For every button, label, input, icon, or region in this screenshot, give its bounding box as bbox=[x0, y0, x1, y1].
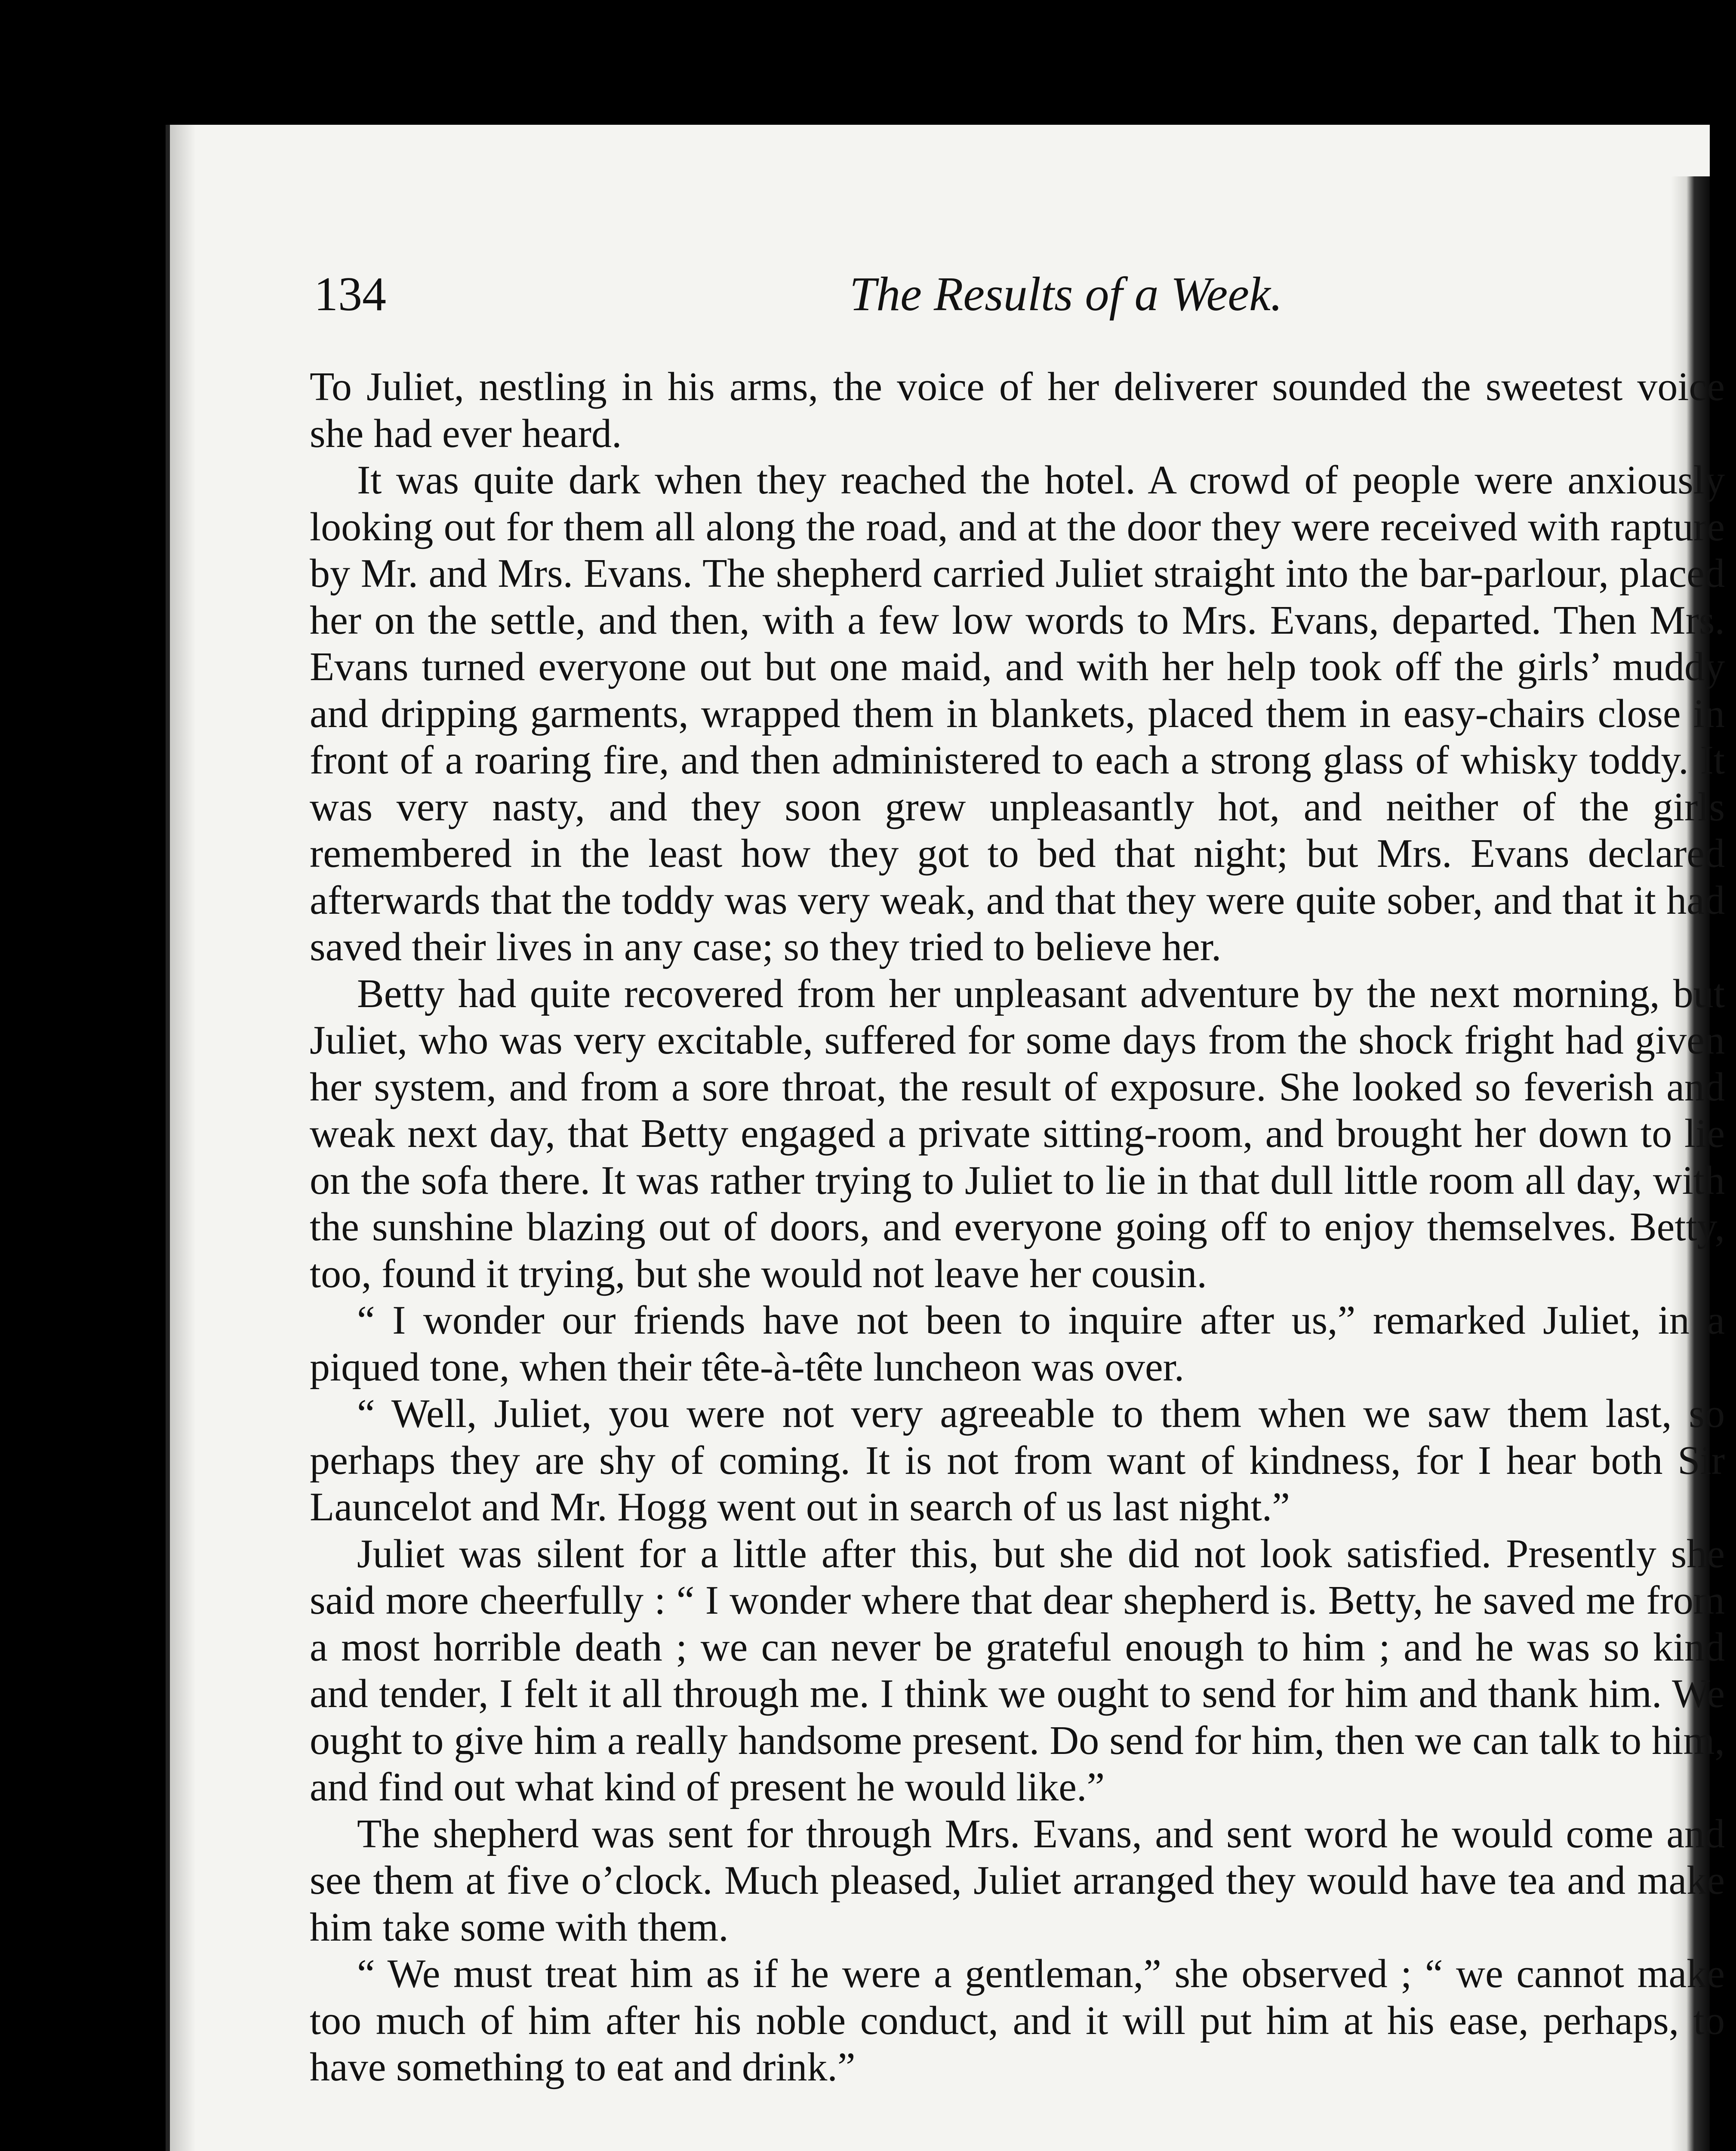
paragraph: Juliet was silent for a little after this, but she did not look satisfied. Presently she said more cheerfully : “ I wonder where that dear shepherd is. Betty, he saved me from a most horrible death ; we can never be grateful enough to him ; and he was so kind and tender, I felt it all through me. I think we ought to send for him and thank him. We ought to give him a really handsome present. Do send for him, then we can talk to him, and find out what kind of present he would like.” bbox=[310, 1531, 1725, 1809]
book-page bbox=[166, 125, 1725, 2151]
page-header bbox=[314, 267, 1708, 327]
page-number: 134 bbox=[314, 268, 386, 321]
page-gutter-shadow bbox=[170, 125, 196, 2151]
running-title: The Results of a Week. bbox=[850, 268, 1283, 321]
paragraph: “ We must treat him as if he were a gentleman,” she observed ; “ we cannot make too much of him after his noble conduct, and it will put him at his ease, perhaps, to have something to eat and drink.” bbox=[310, 1951, 1725, 2089]
paragraph: “ Well, Juliet, you were not very agreeable to them when we saw them last, so perhaps they are shy of coming. It is not from want of kindness, for I hear both Sir Launcelot and Mr. Hogg went out in search of us last night.” bbox=[310, 1391, 1725, 1529]
paragraph: Betty had quite recovered from her unpleasant adventure by the next morning, but Juliet, who was very excitable, suffered for some days from the shock fright had given her system, and from a sore throat, the result of exposure. She looked so feverish and weak next day, that Betty engaged a private sitting-room, and brought her down to lie on the sofa there. It was rather trying to Juliet to lie in that dull little room all day, with the sunshine blazing out of doors, and everyone going off to enjoy themselves. Betty, too, found it trying, but she would not leave her cousin. bbox=[310, 971, 1725, 1296]
paragraph: “ I wonder our friends have not been to inquire after us,” remarked Juliet, in a piqued tone, when their tête-à-tête luncheon was over. bbox=[310, 1298, 1725, 1390]
paragraph: It was quite dark when they reached the hotel. A crowd of people were anxiously looking out for them all along the road, and at the door they were received with rapture by Mr. and Mrs. Evans. The shepherd carried Juliet straight into the bar-parlour, placed her on the settle, and then, with a few low words to Mrs. Evans, departed. Then Mrs. Evans turned everyone out but one maid, and with her help took off the girls’ muddy and dripping garments, wrapped them in blankets, placed them in easy-chairs close in front of a roaring fire, and then administered to each a strong glass of whisky toddy. It was very nasty, and they soon grew unpleasantly hot, and neither of the girls remembered in the least how they got to bed that night; but Mrs. Evans declared afterwards that the toddy was very weak, and that they were quite sober, and that it had saved their lives in any case; so they tried to believe her. bbox=[310, 458, 1725, 969]
body-text bbox=[310, 364, 1725, 2091]
paragraph: To Juliet, nestling in his arms, the voice of her deliverer sounded the sweetest voice she had ever heard. bbox=[310, 364, 1725, 456]
paragraph: The shepherd was sent for through Mrs. Evans, and sent word he would come and see them at five o’clock. Much pleased, Juliet arranged they would have tea and make him take some with them. bbox=[310, 1811, 1725, 1950]
